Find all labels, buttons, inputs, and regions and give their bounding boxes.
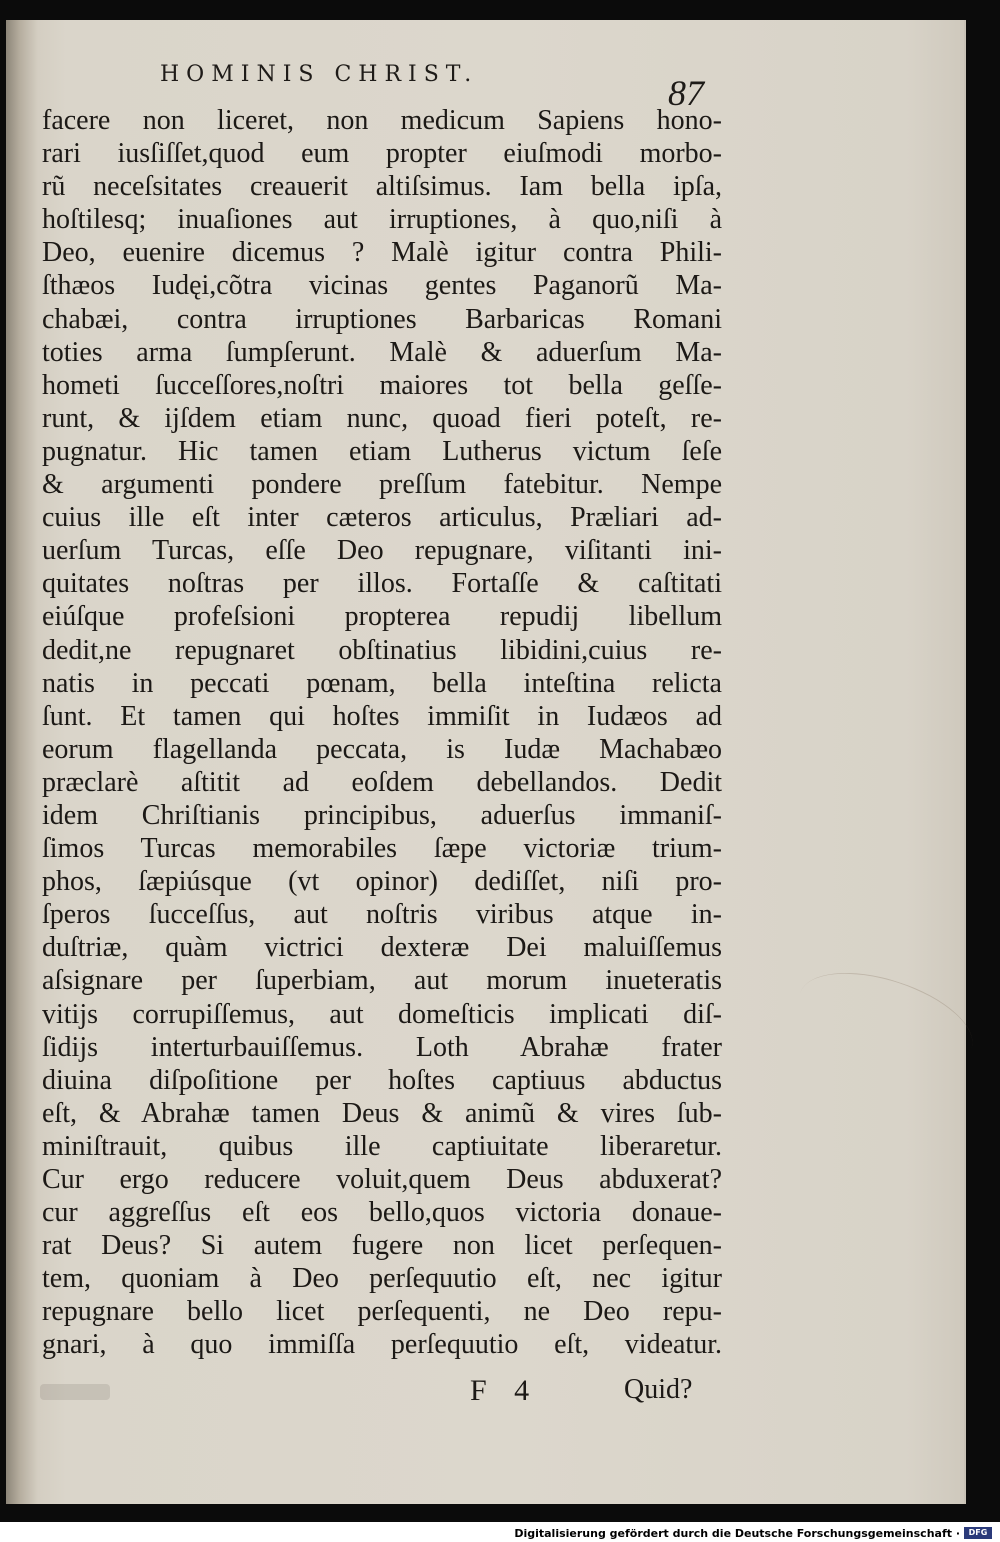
signature-mark: F 4 xyxy=(470,1374,540,1407)
text-line: facere non liceret, non medicum Sapiens hono- xyxy=(42,105,722,136)
text-line: idem Chriſtianis principibus, aduerſus immaniſ- xyxy=(42,799,722,831)
text-line: dedit,ne repugnaret obſtinatius libidini,cuius re- xyxy=(42,634,722,666)
text-line: ſidijs interturbauiſſemus. Loth Abrahæ frater xyxy=(42,1031,722,1063)
text-line: vitijs corrupiſſemus, aut domeſticis implicati diſ- xyxy=(42,998,722,1030)
running-head: HOMINIS CHRIST. xyxy=(160,62,479,87)
text-line: ſperos ſucceſſus, aut noſtris viribus atque in- xyxy=(42,899,722,931)
digitization-credit: Digitalisierung gefördert durch die Deutsche Forschungsgemeinschaft · xyxy=(514,1527,960,1540)
text-line: Deo, euenire dicemus ? Malè igitur contra Phili- xyxy=(42,237,722,269)
text-line: cuius ille eſt inter cæteros articulus, Præliari ad- xyxy=(42,502,722,534)
text-line: rũ neceſsitates creauerit altiſsimus. Iam bella ipſa, xyxy=(42,171,722,203)
text-line: toties arma ſumpſerunt. Malè & aduerſum Ma- xyxy=(42,336,722,368)
dfg-logo: DFG xyxy=(964,1527,992,1539)
text-line: præclarè aſtitit ad eoſdem debellandos. Dedit xyxy=(42,766,722,798)
text-line: miniſtrauit, quibus ille captiuitate liberaretur. xyxy=(42,1130,722,1162)
text-line: ſimos Turcas memorabiles ſæpe victoriæ trium- xyxy=(42,833,722,865)
text-line: rari iusſiſſet,quod eum propter eiuſmodi morbo- xyxy=(42,138,722,170)
text-line: eorum flagellanda peccata, is Iudæ Machabæo xyxy=(42,733,722,765)
text-line: rat Deus? Si autem fugere non licet perſequen- xyxy=(42,1230,722,1262)
text-line: duſtriæ, quàm victrici dexteræ Dei maluiſſemus xyxy=(42,932,722,964)
text-line: chabæi, contra irruptiones Barbaricas Romani xyxy=(42,303,722,335)
text-line: eſt, & Abrahæ tamen Deus & animũ & vires ſub- xyxy=(42,1097,722,1129)
text-line: & argumenti pondere preſſum fatebitur. Nempe xyxy=(42,469,722,501)
text-line: ſunt. Et tamen qui hoſtes immiſit in Iudæos ad xyxy=(42,700,722,732)
text-line: uerſum Turcas, eſſe Deo repugnare, viſitanti ini- xyxy=(42,535,722,567)
text-line: cur aggreſſus eſt eos bello,quos victoria donaue- xyxy=(42,1197,722,1229)
text-line: hoſtilesq; inuaſiones aut irruptiones, à quo,niſi à xyxy=(42,204,722,236)
text-line: repugnare bello licet perſequenti, ne Deo repu- xyxy=(42,1296,722,1328)
page-number: 87 xyxy=(668,73,704,113)
text-line: Cur ergo reducere voluit,quem Deus abduxerat? xyxy=(42,1164,722,1195)
text-line: quitates noſtras per illos. Fortaſſe & caſtitati xyxy=(42,568,722,600)
text-line: tem, quoniam à Deo perſequutio eſt, nec igitur xyxy=(42,1263,722,1295)
text-line: eiúſque profeſsioni propterea repudij libellum xyxy=(42,601,722,633)
text-line: natis in peccati pœnam, bella inteſtina relicta xyxy=(42,667,722,699)
text-line: diuina diſpoſitione per hoſtes captiuus abductus xyxy=(42,1064,722,1096)
text-line: gnari, à quo immiſſa perſequutio eſt, videatur. xyxy=(42,1329,722,1361)
bleed-through-mark xyxy=(788,954,984,1087)
text-line: pugnatur. Hic tamen etiam Lutherus victum ſeſe xyxy=(42,435,722,467)
body-text xyxy=(42,104,722,1362)
text-line: ſthæos Iudęi,cõtra vicinas gentes Paganorũ Ma- xyxy=(42,270,722,302)
text-line: runt, & ijſdem etiam nunc, quoad fieri poteſt, re- xyxy=(42,402,722,434)
faint-stamp-mark xyxy=(40,1384,110,1400)
catchword: Quid? xyxy=(624,1374,693,1405)
text-line: hometi ſucceſſores,noſtri maiores tot bella geſſe- xyxy=(42,369,722,401)
text-line: aſsignare per ſuperbiam, aut morum inueteratis xyxy=(42,965,722,997)
text-line: phos, ſæpiúsque (vt opinor) dediſſet, niſi pro- xyxy=(42,866,722,898)
